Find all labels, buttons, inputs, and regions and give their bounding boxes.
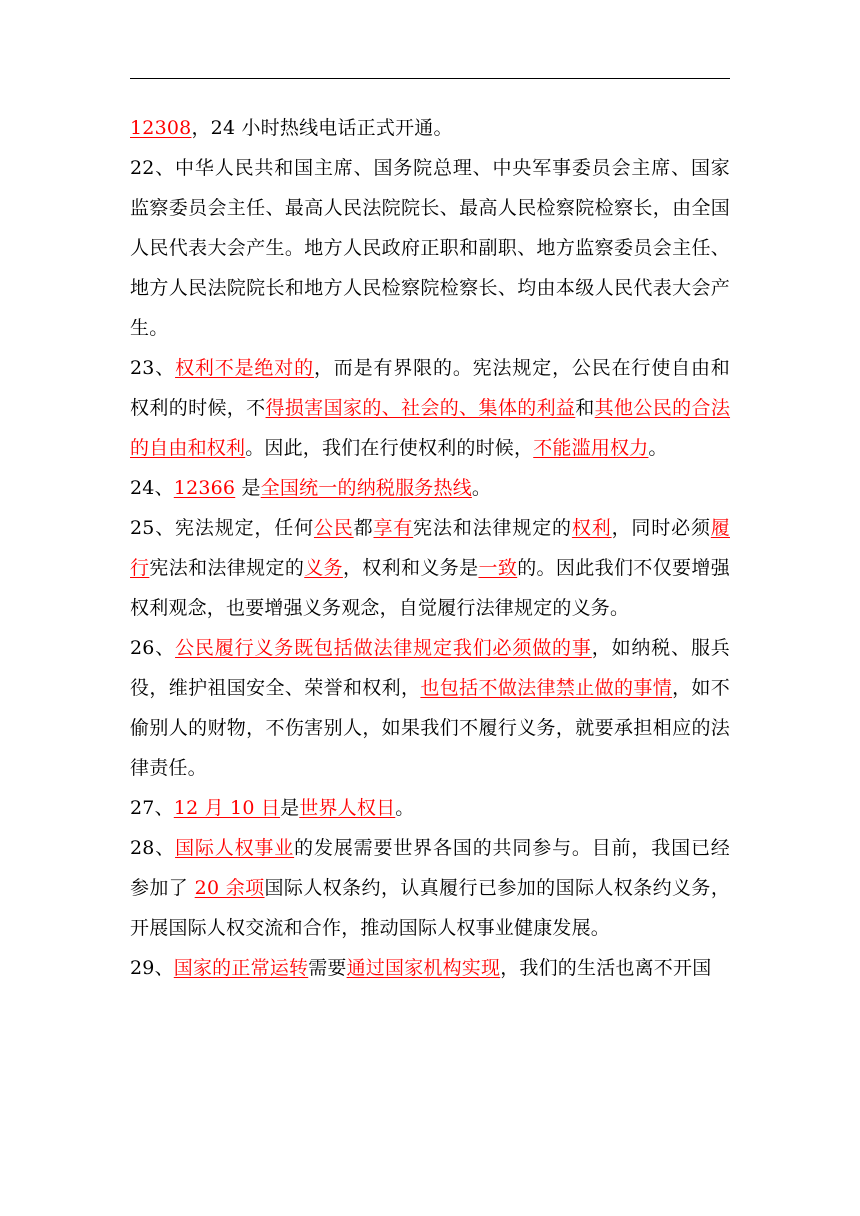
highlighted-key-phrase: 不能滥用权力 bbox=[533, 437, 649, 459]
paragraph-item-25 bbox=[130, 508, 730, 628]
highlighted-key-phrase: 国际人权事业 bbox=[175, 837, 295, 859]
paragraph-item-23 bbox=[130, 348, 730, 468]
body-text: 都 bbox=[353, 517, 374, 539]
body-text: 是 bbox=[280, 797, 300, 819]
body-text: 25、宪法规定，任何 bbox=[130, 517, 314, 539]
highlighted-key-phrase: 通过国家机构实现 bbox=[346, 957, 501, 979]
body-text: ，如纳税、服兵役，维护祖国安全、荣誉和权利， bbox=[130, 637, 731, 699]
paragraph-item-21-tail bbox=[130, 108, 730, 148]
body-text: 是 bbox=[235, 477, 261, 499]
paragraph-item-24 bbox=[130, 468, 730, 508]
body-text: 需要 bbox=[308, 957, 347, 979]
body-text: 22、中华人民共和国主席、国务院总理、中央军事委员会主席、国家监察委员会主任、最高人民法院院长、最高人民检察院检察长，由全国人民代表大会产生。地方人民政府正职和副职、地方监察委员会主任、地方人民法院院长和地方人民检察院检察长、均由本级人民代表大会产生。 bbox=[130, 157, 730, 339]
paragraph-item-27 bbox=[130, 788, 730, 828]
body-text: 宪法和法律规定的 bbox=[149, 557, 305, 579]
paragraph-item-29 bbox=[130, 948, 730, 988]
body-text: 。 bbox=[471, 477, 492, 499]
highlighted-key-phrase: 权利 bbox=[571, 517, 612, 539]
body-text: 29、 bbox=[130, 957, 174, 979]
highlighted-key-phrase: 20 余项 bbox=[194, 877, 265, 899]
body-text: 。 bbox=[395, 797, 415, 819]
paragraph-item-22 bbox=[130, 148, 730, 348]
highlighted-key-phrase: 12 月 10 日 bbox=[173, 797, 281, 819]
highlighted-key-phrase: 12308 bbox=[130, 117, 192, 139]
body-text: 的发展需要世界各国的共同参与。目前，我国已经参加了 bbox=[130, 837, 731, 899]
highlighted-key-phrase: 也包括不做法律禁止做的事情 bbox=[420, 677, 673, 699]
highlighted-key-phrase: 全国统一的纳税服务热线 bbox=[260, 477, 472, 499]
highlighted-key-phrase: 其他公民的合法的自由和权利 bbox=[130, 397, 731, 459]
body-text: 的。因此我们不仅要增强权利观念，也要增强义务观念，自觉履行法律规定的义务。 bbox=[130, 557, 730, 619]
highlighted-key-phrase: 公民履行义务既包括做法律规定我们必须做的事 bbox=[175, 637, 592, 659]
body-text: ，24 小时热线电话正式开通。 bbox=[191, 117, 453, 139]
body-text: 。因此，我们在行使权利的时候， bbox=[245, 437, 534, 459]
highlighted-key-phrase: 享有 bbox=[373, 517, 414, 539]
highlighted-key-phrase: 义务 bbox=[304, 557, 343, 579]
header-rule bbox=[130, 78, 730, 79]
highlighted-key-phrase: 一致 bbox=[478, 557, 518, 579]
body-text: ，同时必须 bbox=[611, 517, 711, 539]
highlighted-key-phrase: 公民 bbox=[313, 517, 354, 539]
body-text: 。 bbox=[648, 437, 668, 459]
body-text: ，我们的生活也离不开国 bbox=[500, 957, 712, 979]
highlighted-key-phrase: 12366 bbox=[173, 477, 236, 499]
body-text: ，如不偷别人的财物，不伤害别人，如果我们不履行义务，就要承担相应的法律责任。 bbox=[130, 677, 730, 779]
body-text: 23、 bbox=[130, 357, 176, 379]
highlighted-key-phrase: 世界人权日 bbox=[299, 797, 396, 819]
body-text: ，权利和义务是 bbox=[342, 557, 479, 579]
body-text: ，而是有界限的。宪法规定，公民在行使自由和权利的时候，不 bbox=[130, 357, 731, 419]
body-text: 宪法和法律规定的 bbox=[413, 517, 572, 539]
highlighted-key-phrase: 权利不是绝对的 bbox=[175, 357, 314, 379]
body-text: 国际人权条约，认真履行已参加的国际人权条约义务，开展国际人权交流和合作，推动国际人权事业健康发展。 bbox=[130, 877, 731, 939]
body-text: 26、 bbox=[130, 637, 176, 659]
document-body bbox=[130, 108, 730, 988]
highlighted-key-phrase: 得损害国家的、社会的、集体的利益 bbox=[265, 397, 576, 419]
body-text: 28、 bbox=[130, 837, 176, 859]
body-text: 27、 bbox=[130, 797, 174, 819]
paragraph-item-28 bbox=[130, 828, 730, 948]
paragraph-item-26 bbox=[130, 628, 730, 788]
body-text: 和 bbox=[575, 397, 595, 419]
highlighted-key-phrase: 国家的正常运转 bbox=[173, 957, 309, 979]
body-text: 24、 bbox=[130, 477, 174, 499]
highlighted-key-phrase: 履行 bbox=[130, 517, 730, 579]
